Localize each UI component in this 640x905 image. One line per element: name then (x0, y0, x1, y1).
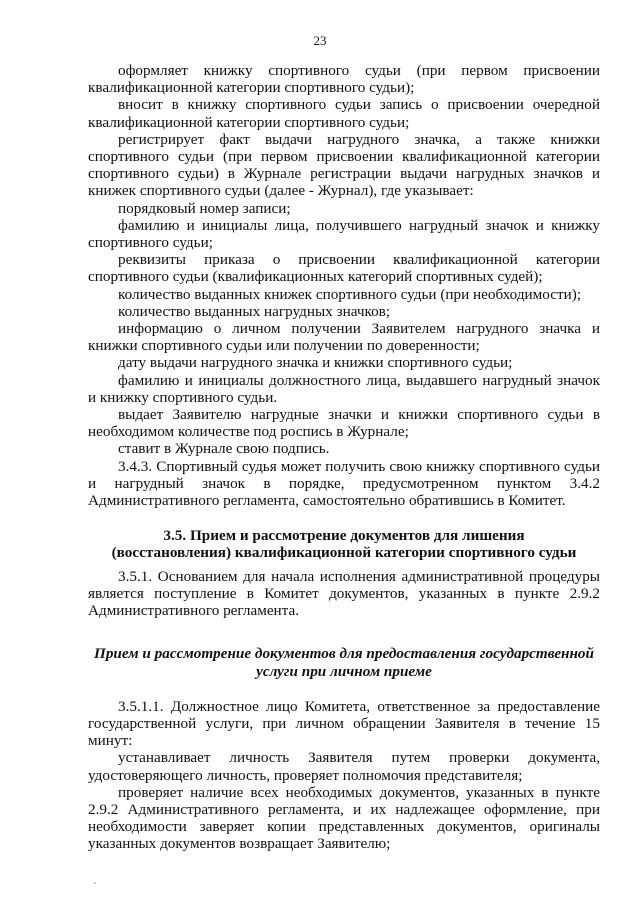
paragraph: дату выдачи нагрудного значка и книжки спортивного судьи; (118, 354, 513, 372)
page-number: 23 (313, 33, 327, 48)
paragraph: проверяет наличие всех необходимых документов, указанных в пункте 2.9.2 Административного регламента, и их надлежащее оформление, при необходимости заверяет копии представленных документов, оригиналы указанных документов возвращает Заявителю; (88, 783, 600, 853)
paragraph: 3.5.1. Основанием для начала исполнения административной процедуры является поступление в Комитет документов, указанных в пункте 2.9.2 Административного регламента. (88, 567, 600, 620)
paragraph: оформляет книжку спортивного судьи (при первом присвоении квалификационной категории спортивного судьи); (88, 62, 600, 97)
paragraph: 3.4.3. Спортивный судья может получить свою книжку спортивного судьи и нагрудный значок в порядке, предусмотренном пунктом 3.4.2 Административного регламента, самостоятельно обратившись в Комитет. (88, 457, 600, 510)
paragraph: регистрирует факт выдачи нагрудного значка, а также книжки спортивного судьи (при первом присвоении квалификационной категории спортивного судьи) в Журнале регистрации выдачи нагрудных значков и книжек спортивного судьи (далее - Журнал), где указывает: (88, 130, 600, 200)
paragraph: выдает Заявителю нагрудные значки и книжки спортивного судьи в необходимом количестве под роспись в Журнале; (88, 406, 600, 441)
paragraph: вносит в книжку спортивного судьи запись о присвоении очередной квалификационной категории спортивного судьи; (88, 96, 600, 131)
subheading-line: Прием и рассмотрение документов для предоставления государственной (94, 645, 594, 663)
paragraph: информацию о личном получении Заявителем нагрудного значка и книжки спортивного судьи или получении по доверенности; (88, 320, 600, 355)
page-body (88, 62, 600, 853)
paragraph: ставит в Журнале свою подпись. (118, 440, 330, 458)
paragraph: фамилию и инициалы лица, получившего нагрудный значок и книжку спортивного судьи; (88, 216, 600, 252)
scan-speck (94, 882, 96, 884)
paragraph: реквизиты приказа о присвоении квалификационной категории спортивного судьи (квалификационных категорий спортивных судей); (88, 251, 600, 286)
section-heading-line: (восстановления) квалификационной категории спортивного судьи (111, 544, 577, 562)
paragraph: фамилию и инициалы должностного лица, выдавшего нагрудный значок и книжку спортивного судьи. (88, 371, 600, 406)
paragraph: устанавливает личность Заявителя путем проверки документа, удостоверяющего личность, проверяет полномочия представителя; (88, 749, 600, 784)
paragraph: количество выданных нагрудных значков; (118, 302, 391, 320)
paragraph: количество выданных книжек спортивного судьи (при необходимости); (118, 285, 582, 303)
subheading-line: услуги при личном приеме (256, 662, 432, 680)
paragraph: порядковый номер записи; (118, 199, 291, 217)
section-heading-line: 3.5. Прием и рассмотрение документов для лишения (163, 527, 525, 545)
paragraph: 3.5.1.1. Должностное лицо Комитета, ответственное за предоставление государственной услуги, при личном обращении Заявителя в течение 15 минут: (88, 697, 600, 750)
